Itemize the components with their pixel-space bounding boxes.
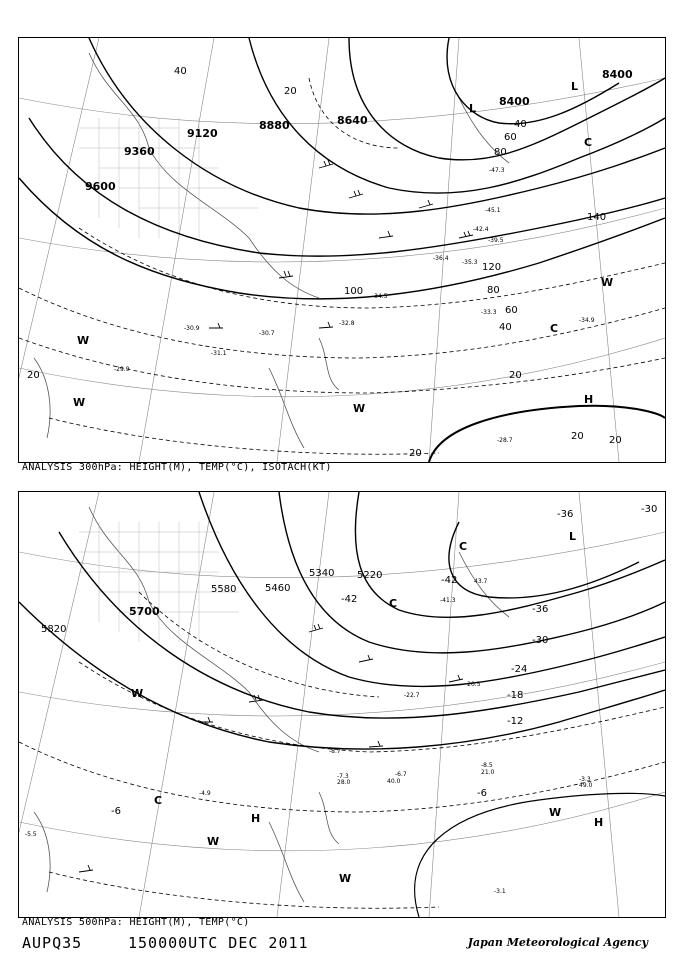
- temp-label: -29.9: [114, 366, 130, 373]
- isotherms: [19, 78, 665, 454]
- temp-label: -30: [532, 635, 549, 646]
- temp-label: -36: [532, 604, 549, 615]
- isotach-label: 20: [284, 86, 297, 97]
- isotach-label: 40: [174, 66, 187, 77]
- chart-300hpa: [18, 37, 666, 463]
- temp-label: -36: [557, 509, 574, 520]
- isotach-labels: [27, 66, 622, 459]
- caption-500hpa: ANALYSIS 500hPa: HEIGHT(M), TEMP(°C): [22, 917, 250, 928]
- temp-label: -31.1: [211, 350, 227, 357]
- height-label: 8880: [259, 119, 290, 132]
- station-value: 43.7: [474, 578, 488, 585]
- station-value: 40.0: [387, 778, 401, 785]
- temp-label: -42.4: [473, 226, 489, 233]
- warm-marker: W: [601, 276, 614, 289]
- height-label: 5340: [309, 568, 335, 579]
- isotach-label: 40: [499, 322, 512, 333]
- height-label: 8400: [602, 68, 633, 81]
- height-labels: [85, 68, 633, 193]
- temp-label: -34.9: [579, 317, 595, 324]
- temp-label: -30.7: [259, 330, 275, 337]
- station-value: -41.3: [440, 597, 456, 604]
- height-label: 5820: [41, 624, 67, 635]
- height-label: 8640: [337, 114, 368, 127]
- cold-marker: C: [550, 322, 559, 335]
- warm-marker: W: [353, 402, 366, 415]
- low-marker: L: [569, 530, 577, 543]
- station-value: -3.1: [494, 888, 506, 895]
- temp-label: -39.5: [488, 237, 504, 244]
- temp-label: -30: [641, 504, 658, 515]
- temp-label: -28.7: [497, 437, 513, 444]
- station-value: 28.0: [337, 779, 351, 786]
- warm-marker: W: [549, 806, 562, 819]
- height-label: 9600: [85, 180, 116, 193]
- station-value: 49.0: [579, 782, 593, 789]
- low-marker: L: [571, 80, 579, 93]
- isotach-label: 140: [587, 212, 607, 223]
- low-marker: L: [469, 102, 477, 115]
- warm-marker: W: [339, 872, 352, 885]
- height-label: 9360: [124, 145, 155, 158]
- cold-marker: C: [389, 597, 398, 610]
- isotach-label: 40: [514, 119, 527, 130]
- temp-label: -47.3: [489, 167, 505, 174]
- temp-label: -34.5: [372, 293, 388, 300]
- temp-label: -33.3: [481, 309, 497, 316]
- wind-barbs: [209, 160, 473, 328]
- agency-name: Japan Meteorological Agency: [467, 936, 648, 949]
- map-500hpa: [19, 492, 665, 917]
- temp-label: -32.8: [339, 320, 355, 327]
- grid-hatch: [79, 522, 239, 642]
- warm-marker: W: [131, 687, 144, 700]
- temp-label: -24: [511, 664, 528, 675]
- cold-marker: C: [584, 136, 593, 149]
- warm-marker: W: [73, 396, 86, 409]
- height-label: 5460: [265, 583, 291, 594]
- valid-time: 150000UTC DEC 2011: [128, 934, 309, 952]
- temp-label: -12: [507, 716, 524, 727]
- isotach-label: 20: [509, 370, 522, 381]
- height-label: 5580: [211, 584, 237, 595]
- high-marker: H: [584, 393, 594, 406]
- station-value: -7.3: [337, 773, 349, 780]
- grid-hatch: [79, 118, 259, 238]
- height-label: 8400: [499, 95, 530, 108]
- cold-marker: C: [154, 794, 163, 807]
- map-300hpa: [19, 38, 665, 462]
- isotach-label: 60: [505, 305, 518, 316]
- height-contours: [19, 492, 665, 917]
- isotach-label: 60: [504, 132, 517, 143]
- temperature-labels: [111, 504, 657, 817]
- station-value: 21.0: [481, 769, 495, 776]
- temp-label: -6: [477, 788, 487, 799]
- temp-label: -18: [507, 690, 524, 701]
- isotach-label: 120: [482, 262, 502, 273]
- station-value: -20.5: [465, 681, 481, 688]
- station-values: [25, 578, 593, 895]
- station-value: -8.7: [329, 748, 341, 755]
- caption-300hpa: ANALYSIS 300hPa: HEIGHT(M), TEMP(°C), ISOTACH(KT): [22, 462, 332, 473]
- height-label: 9120: [187, 127, 218, 140]
- isotach-label: 80: [487, 285, 500, 296]
- station-value: -6.7: [395, 771, 407, 778]
- station-value: -4.9: [199, 790, 211, 797]
- temp-label: -36.4: [433, 255, 449, 262]
- warm-marker: W: [207, 835, 220, 848]
- cold-marker: C: [459, 540, 468, 553]
- height-label: 5220: [357, 570, 383, 581]
- station-value: -3.3: [579, 776, 591, 783]
- isotach-label: 80: [494, 147, 507, 158]
- temp-label: -6: [111, 806, 121, 817]
- temp-label: -30.9: [184, 325, 200, 332]
- bulletin-id: AUPQ35: [22, 934, 83, 952]
- isotach-label: 20: [27, 370, 40, 381]
- high-marker: H: [594, 816, 604, 829]
- isotach-label: 100: [344, 286, 364, 297]
- warm-marker: W: [77, 334, 90, 347]
- station-value: -5.5: [25, 831, 37, 838]
- isotherms: [19, 592, 665, 908]
- temp-label: -45.1: [485, 207, 501, 214]
- temp-label: -42: [341, 594, 358, 605]
- temp-label: -35.3: [462, 259, 478, 266]
- height-label: 5700: [129, 605, 160, 618]
- high-marker: H: [251, 812, 261, 825]
- isotach-label: 20: [571, 431, 584, 442]
- station-value: -8.5: [481, 762, 493, 769]
- station-value: -22.7: [404, 692, 420, 699]
- chart-500hpa: [18, 491, 666, 918]
- temp-label: -42: [441, 575, 458, 586]
- graticule: [19, 492, 665, 917]
- height-labels: [41, 568, 382, 635]
- isotach-label: 20: [409, 448, 422, 459]
- isotach-label: 20: [609, 435, 622, 446]
